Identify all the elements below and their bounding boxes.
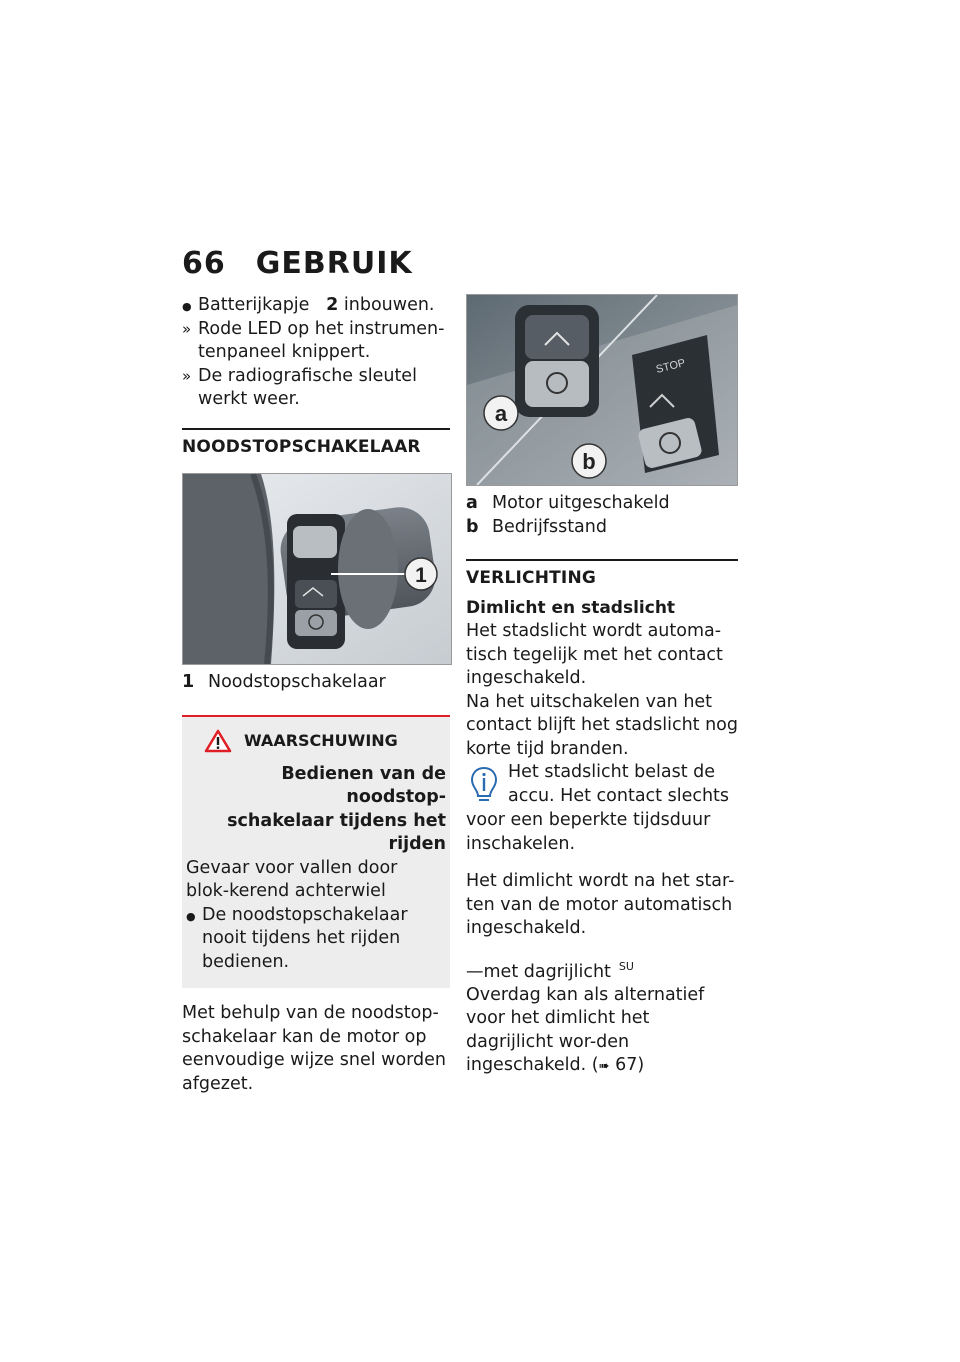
subsection-title: Dimlicht en stadslicht: [466, 597, 676, 618]
legend-text: Noodstopschakelaar: [208, 672, 386, 692]
figure-legend: [182, 671, 450, 695]
warning-heading: [204, 729, 446, 753]
section-name: GEBRUIK: [255, 246, 413, 281]
figure-callout-b: b: [582, 449, 596, 474]
left-column: [182, 294, 450, 1096]
option-code: SU: [618, 959, 634, 973]
stop-label: STOP: [654, 357, 687, 376]
figure-callout-a: a: [494, 401, 508, 426]
step-bullet: ● Batterijkapje 2 inbouwen.: [182, 294, 450, 318]
figure-callout-1: 1: [415, 564, 427, 587]
figure-legend-item: [466, 516, 738, 540]
paragraph: Het stadslicht wordt automa-tisch tegelijk met het contact ingeschakeld.: [466, 621, 723, 688]
right-column: [466, 294, 738, 1079]
step-result: » De radiografische sleutel werkt weer.: [182, 365, 417, 409]
warning-subtitle: Bedienen van de noodstop- schakelaar tijdens het rijden: [227, 763, 446, 854]
bullet-icon: ●: [182, 300, 192, 313]
section-title: NOODSTOPSCHAKELAAR: [182, 436, 421, 457]
switch-positions-figure: [466, 294, 738, 486]
warning-box: [182, 715, 450, 989]
info-note-rest: voor een beperkte tijdsduur inschakelen.: [466, 810, 711, 854]
warning-triangle-icon: [204, 729, 232, 753]
page-reference[interactable]: 67: [615, 1055, 638, 1076]
section-divider: [466, 559, 738, 561]
legend-key: 1: [182, 672, 195, 692]
legend-text: Bedrijfsstand: [492, 516, 607, 537]
legend-text: Motor uitgeschakeld: [492, 493, 670, 513]
option-label: —met dagrijlicht $^{SU}$: [466, 959, 634, 982]
switch-positions-photo: [467, 295, 737, 485]
paragraph: Na het uitschakelen van het contact blijft het stadslicht nog korte tijd branden.: [466, 691, 739, 759]
page-reference-arrow-icon: ➠: [598, 1059, 610, 1075]
page-number: 66: [182, 246, 226, 281]
warning-body: Gevaar voor vallen door blok-kerend achterwiel: [186, 857, 398, 901]
result-arrow-icon: »: [182, 366, 192, 385]
page-header: [182, 246, 413, 281]
kill-switch-figure: [182, 473, 452, 665]
result-arrow-icon: »: [182, 319, 192, 338]
legend-key: a: [466, 493, 478, 513]
info-icon: [470, 765, 498, 805]
paragraph: Overdag kan als alternatief voor het dimlicht het dagrijlicht wor-den ingeschakeld. (➠ 67): [466, 984, 705, 1076]
section-divider: [182, 428, 450, 430]
paragraph: Met behulp van de noodstop-schakelaar kan de motor op eenvoudige wijze snel worden afgezet.: [182, 1003, 447, 1094]
paragraph: Het dimlicht wordt na het star-ten van de motor automatisch ingeschakeld.: [466, 871, 735, 938]
kill-switch-photo: [183, 474, 451, 664]
figure-legend-item: [466, 492, 738, 516]
info-note: Het stadslicht belast de accu. Het contact slechts: [466, 761, 738, 809]
section-title: VERLICHTING: [466, 568, 597, 588]
warning-title: WAARSCHUWING: [244, 730, 398, 750]
step-result: » Rode LED op het instrumen-tenpaneel knippert.: [182, 318, 445, 362]
warning-bullet: ● De noodstopschakelaar nooit tijdens het rijden bedienen.: [186, 904, 408, 972]
legend-key: b: [466, 516, 479, 537]
part-ref: 2: [326, 295, 339, 315]
bullet-icon: ●: [186, 909, 196, 923]
